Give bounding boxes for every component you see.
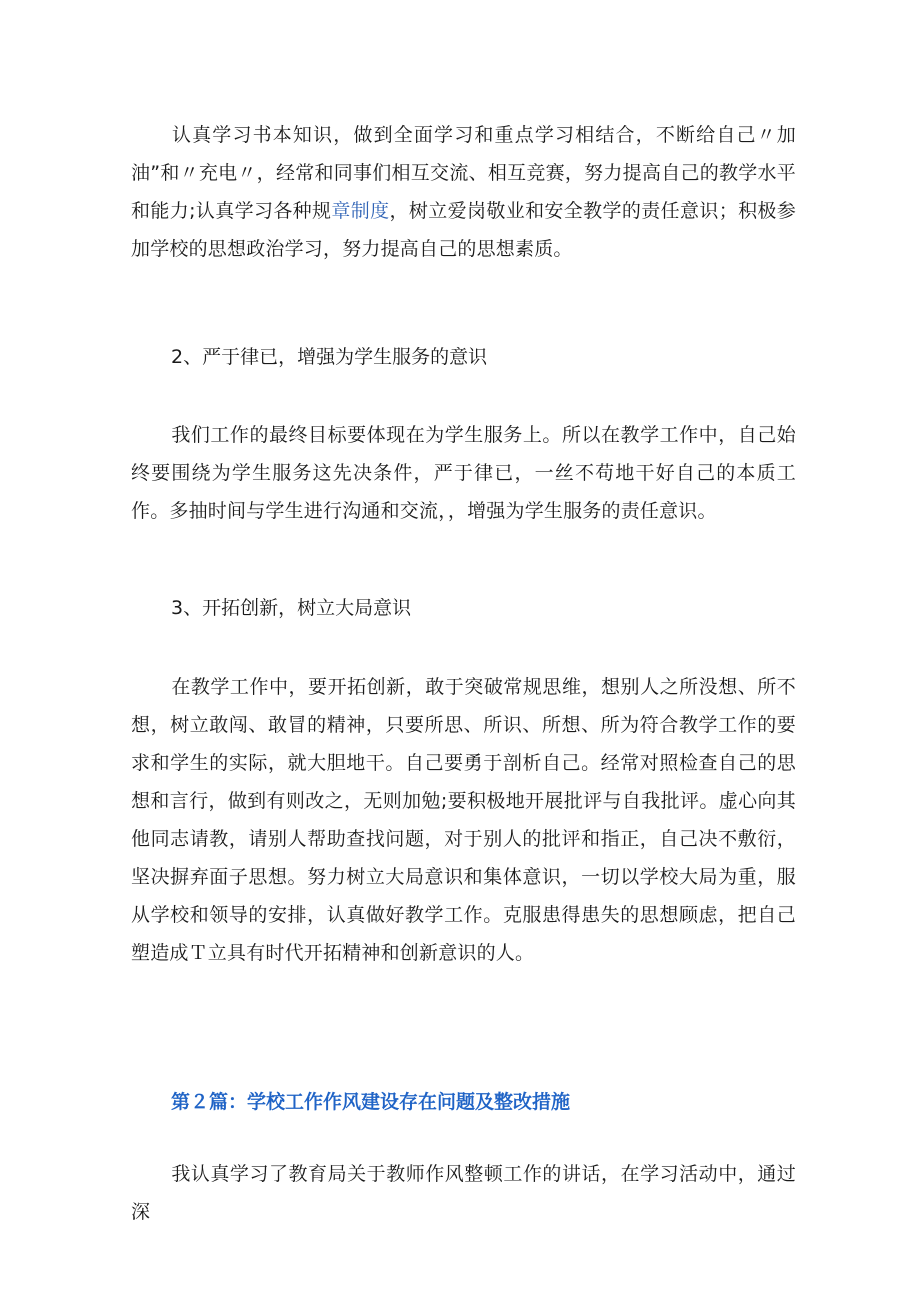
paragraph-study-text-a: 认真学习书本知识，做到全面学习和重点学习相结合，不断给自己〃加油”和〃充电〃，经常和同事们相互交流、相互竞赛，努力提高自己的教学水平和能力;认真学习各种规: [131, 124, 796, 222]
rules-link[interactable]: 章制度: [331, 200, 390, 222]
paragraph-intro-text: 我认真学习了教育局关于教师作风整顿工作的讲话，在学习活动中，通过深: [131, 1163, 796, 1223]
paragraph-innovation: [131, 668, 796, 972]
heading-discipline: 2、严于律已，增强为学生服务的意识: [171, 346, 488, 368]
paragraph-study-text-b: ，树立爱岗敬业和安全教学的责任意识；积极参加学校的思想政治学习，努力提高自己的思想素质。: [131, 200, 796, 260]
paragraph-study: [131, 116, 796, 268]
paragraph-service-text: 我们工作的最终目标要体现在为学生服务上。所以在教学工作中，自己始终要围绕为学生服务这先决条件，严于律已，一丝不苟地干好自己的本质工作。多抽时间与学生进行沟通和交流，，增强为学生服务的责任意识。: [131, 424, 796, 522]
paragraph-innovation-text: 在教学工作中，要开拓创新，敢于突破常规思维，想别人之所没想、所不想，树立敢闯、敢冒的精神，只要所思、所识、所想、所为符合教学工作的要求和学生的实际，就大胆地干。自己要勇于剖析自己。经常对照检查自己的思想和言行，做到有则改之，无则加勉;要积极地开展批评与自我批评。虚心向其他同志请教，请别人帮助查找问题，对于别人的批评和指正，自己决不敷衍，坚决摒弃面子思想。努力树立大局意识和集体意识，一切以学校大局为重，服从学校和领导的安排，认真做好教学工作。克服患得患失的思想顾虑，把自己塑造成Ｔ立具有时代开拓精神和创新意识的人。: [131, 676, 796, 964]
paragraph-intro: [131, 1155, 796, 1231]
paragraph-service: [131, 416, 796, 530]
section-title: 第２篇：学校工作作风建设存在问题及整改措施: [171, 1091, 571, 1113]
heading-innovation: 3、开拓创新，树立大局意识: [171, 597, 412, 619]
